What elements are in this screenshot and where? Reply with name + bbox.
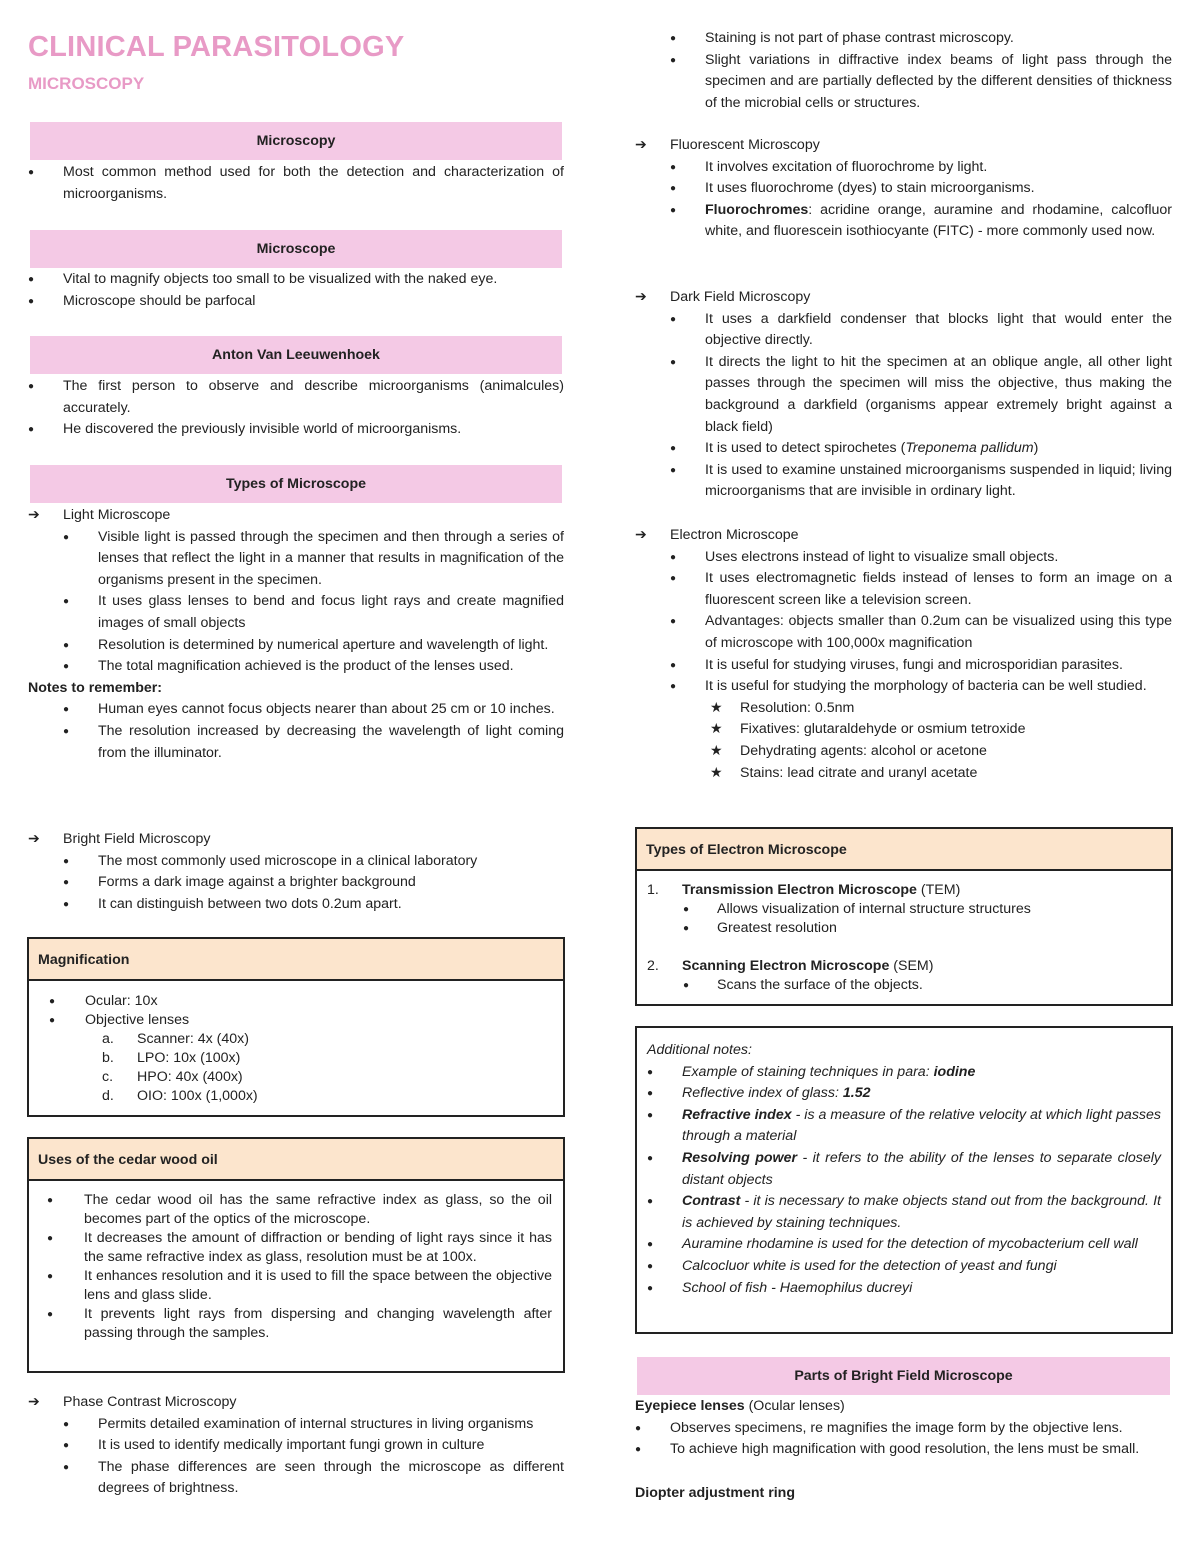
list-item: ● Resolution is determined by numerical aperture and wavelength of light.: [63, 636, 549, 653]
star-item: ★ Fixatives: glutaraldehyde or osmium tetroxide: [710, 721, 1026, 738]
electron-types-box: [635, 827, 1173, 1006]
diopter-label: Diopter adjustment ring: [635, 1484, 796, 1501]
list-item: ● He discovered the previously invisible world of microorganisms.: [28, 421, 462, 438]
list-item: ● Allows visualization of internal structure structures: [683, 901, 1031, 917]
list-item: ● Vital to magnify objects too small to be visualized with the naked eye.: [28, 271, 498, 287]
list-item: ● It prevents light rays from dispersing and changing wavelength after passing through the samples.: [47, 1306, 552, 1341]
list-item: ● Reflective index of glass: 1.52: [647, 1085, 871, 1102]
list-item: ● Auramine rhodamine is used for the detection of mycobacterium cell wall: [647, 1236, 1138, 1253]
list-item: ● Scans the surface of the objects.: [683, 977, 923, 993]
arrow-item: ➔ Bright Field Microscopy: [28, 831, 211, 847]
list-item: ● Most common method used for both the detection and characterization of microorganisms.: [28, 164, 564, 202]
list-item: ● It enhances resolution and it is used to fill the space between the objective lens and glass slide.: [47, 1268, 552, 1303]
microscope-heading: Microscope: [30, 230, 562, 268]
list-item: ● Contrast - it is necessary to make objects stand out from the background. It is achieved by staining techniques.: [647, 1193, 1161, 1231]
numbered-item: 2. Scanning Electron Microscope (SEM): [647, 958, 934, 974]
dark-field-section: [635, 287, 1172, 503]
magnification-box: [27, 937, 565, 1117]
phase-contrast-section: [28, 1392, 564, 1500]
list-item: ● Staining is not part of phase contrast microscopy.: [670, 30, 1014, 46]
list-item: ● The first person to observe and describe microorganisms (animalcules) accurately.: [28, 378, 564, 416]
list-item: a. Scanner: 4x (40x): [102, 1031, 249, 1047]
list-item: ● The resolution increased by decreasing the wavelength of light coming from the illuminator.: [63, 722, 564, 761]
notes-heading: Additional notes:: [647, 1042, 752, 1058]
list-item: ● Slight variations in diffractive index beams of light pass through the specimen and are partially deflected by the different densities of thickness of the microbial cells or structures.: [670, 51, 1172, 111]
list-item: ● It uses a darkfield condenser that blocks light that would enter the objective directly.: [670, 310, 1172, 349]
list-item: ● It uses electromagnetic fields instead of lenses to form an image on a fluorescent screen like a television screen.: [670, 570, 1172, 608]
list-item: ● To achieve high magnification with good resolution, the lens must be small.: [635, 1441, 1140, 1458]
page-title: CLINICAL PARASITOLOGY: [28, 31, 405, 63]
list-item: b. LPO: 10x (100x): [102, 1050, 241, 1066]
cedar-oil-heading: Uses of the cedar wood oil: [29, 1139, 563, 1181]
list-item: ● Visible light is passed through the specimen and then through a series of lenses that reflect the light in a manner that results in magnification of the organisms present in the specimen.: [63, 528, 564, 588]
page-subtitle: MICROSCOPY: [28, 74, 145, 93]
list-item: ● Human eyes cannot focus objects nearer than about 25 cm or 10 inches.: [63, 701, 555, 718]
list-item: ● The phase differences are seen through the microscope as different degrees of brightness.: [63, 1458, 564, 1497]
microscopy-list: [28, 162, 564, 205]
list-item: ● It is used to examine unstained microorganisms suspended in liquid; living microorganisms that are invisible in ordinary light.: [670, 461, 1172, 500]
list-item: ● It can distinguish between two dots 0.2um apart.: [63, 895, 402, 912]
star-item: ★ Stains: lead citrate and uranyl acetate: [710, 764, 978, 781]
additional-notes-box: [635, 1026, 1173, 1334]
arrow-item: ➔ Dark Field Microscopy: [635, 289, 811, 305]
arrow-item: ➔ Electron Microscope: [635, 527, 799, 543]
list-item: ● It involves excitation of fluorochrome by light.: [670, 158, 988, 175]
list-item: ● It is used to identify medically important fungi grown in culture: [63, 1437, 485, 1454]
list-item: ● Advantages: objects smaller than 0.2um can be visualized using this type of microscope with 100,000x magnification: [670, 613, 1172, 651]
list-item: ● Observes specimens, re magnifies the image form by the objective lens.: [635, 1419, 1123, 1436]
star-item: ★ Dehydrating agents: alcohol or acetone: [710, 742, 987, 759]
list-item: ● It uses fluorochrome (dyes) to stain microorganisms.: [670, 180, 1035, 197]
arrow-item: ➔ Light Microscope: [28, 507, 171, 523]
arrow-item: ➔ Fluorescent Microscopy: [635, 137, 820, 153]
list-item: ● The total magnification achieved is the product of the lenses used.: [63, 658, 514, 675]
list-item: ● The most commonly used microscope in a clinical laboratory: [63, 852, 478, 869]
notes-label: Notes to remember:: [28, 679, 163, 696]
light-microscope-section: [28, 505, 564, 764]
list-item: ● Microscope should be parfocal: [28, 292, 256, 309]
list-item: ● Refractive index - is a measure of the relative velocity at which light passes through a material: [647, 1106, 1161, 1145]
list-item: ● It uses glass lenses to bend and focus light rays and create magnified images of small objects: [63, 593, 564, 631]
list-item: ● Calcocluor white is used for the detection of yeast and fungi: [647, 1257, 1057, 1274]
list-item: ● It is useful for studying the morphology of bacteria can be well studied.: [670, 678, 1147, 695]
list-item: d. OIO: 100x (1,000x): [102, 1088, 258, 1104]
list-item: ● Example of staining techniques in para: iodine: [647, 1063, 976, 1080]
list-item: ● Ocular: 10x: [49, 993, 158, 1009]
parts-section: [635, 1396, 1172, 1504]
list-item: ● Uses electrons instead of light to visualize small objects.: [670, 548, 1059, 565]
list-item: ● Resolving power - it refers to the ability of the lenses to separate closely distant objects: [647, 1149, 1162, 1188]
electron-types-heading: Types of Electron Microscope: [637, 829, 1171, 871]
eyepiece-label: Eyepiece lenses (Ocular lenses): [635, 1398, 845, 1414]
magnification-heading: Magnification: [29, 939, 563, 981]
list-item: ● Fluorochromes: acridine orange, auramine and rhodamine, calcofluor white, and fluorescein isothiocyante (FITC) - more commonly used now.: [670, 201, 1172, 240]
list-item: ● It directs the light to hit the specimen at an oblique angle, all other light passes through the specimen will miss the objective, thus making the background a darkfield (organisms appear extremely bright against a black field): [670, 353, 1172, 435]
bright-field-section: [28, 829, 564, 915]
leeuwenhoek-heading: Anton Van Leeuwenhoek: [30, 336, 562, 374]
list-item: ● Permits detailed examination of internal structures in living organisms: [63, 1415, 534, 1432]
cedar-oil-box: [27, 1137, 565, 1373]
types-heading: Types of Microscope: [30, 465, 562, 503]
list-item: ● It is used to detect spirochetes (Treponema pallidum): [670, 440, 1039, 457]
fluorescent-section: [635, 135, 1172, 243]
microscope-list: [28, 269, 564, 312]
electron-section: [635, 525, 1172, 784]
microscopy-heading: Microscopy: [30, 122, 562, 160]
list-item: ● School of fish - Haemophilus ducreyi: [647, 1279, 913, 1296]
list-item: ● The cedar wood oil has the same refractive index as glass, so the oil becomes part of the optics of the microscope.: [47, 1192, 552, 1227]
list-item: ● It decreases the amount of diffraction or bending of light rays since it has the same refractive index as glass, resolution must be at 100x.: [47, 1230, 552, 1265]
list-item: ● Greatest resolution: [683, 920, 837, 936]
arrow-item: ➔ Phase Contrast Microscopy: [28, 1394, 237, 1410]
list-item: ● It is useful for studying viruses, fungi and microsporidian parasites.: [670, 656, 1123, 673]
star-item: ★ Resolution: 0.5nm: [710, 699, 855, 716]
parts-heading: Parts of Bright Field Microscope: [637, 1357, 1170, 1395]
phase-contrast-continued: [635, 28, 1172, 114]
numbered-item: 1. Transmission Electron Microscope (TEM): [647, 882, 961, 898]
list-item: ● Objective lenses: [49, 1012, 190, 1028]
list-item: c. HPO: 40x (400x): [102, 1069, 243, 1085]
list-item: ● Forms a dark image against a brighter background: [63, 874, 416, 891]
leeuwenhoek-list: [28, 376, 564, 441]
